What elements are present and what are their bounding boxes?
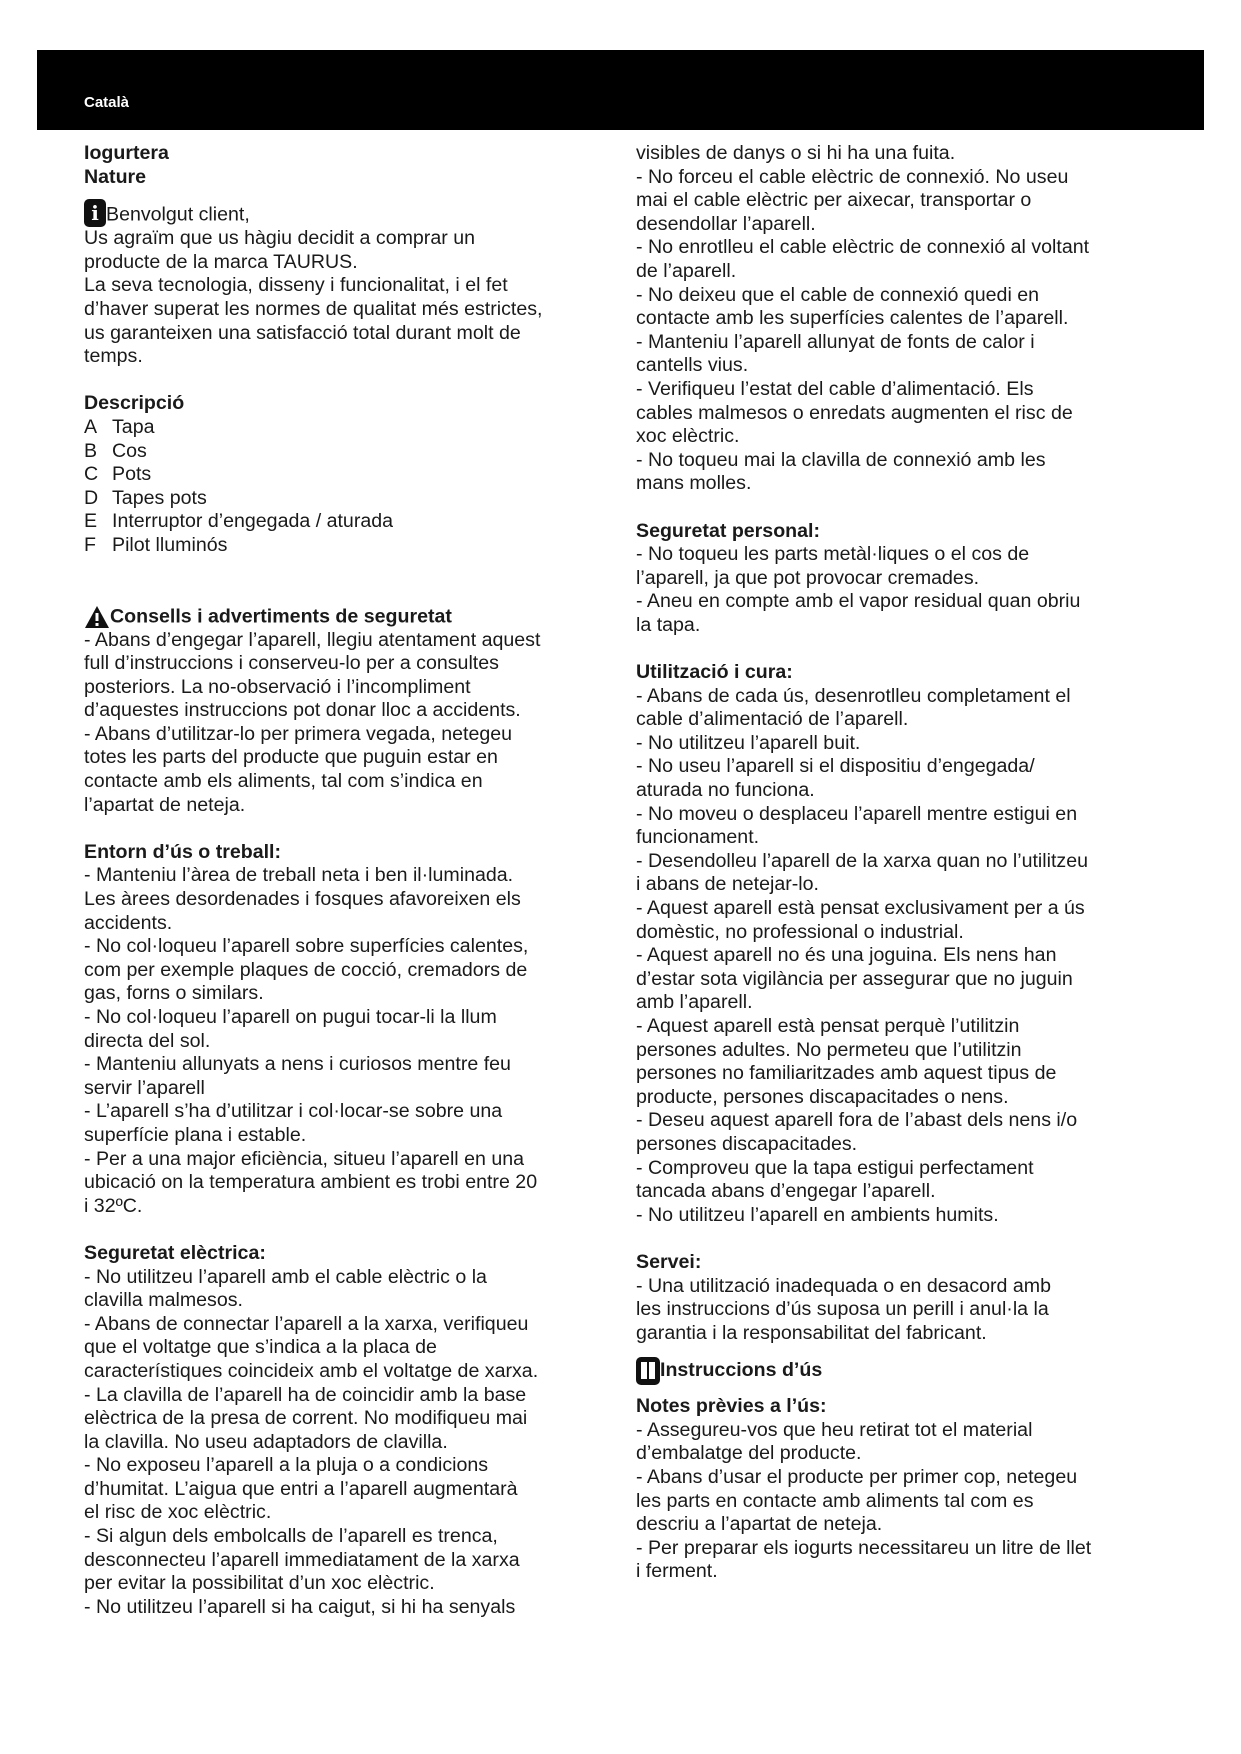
greeting-text: Benvolgut client, bbox=[106, 203, 250, 226]
text-line: ubicació on la temperatura ambient es trobi entre 20 bbox=[84, 1171, 538, 1194]
text-line: - No toqueu les parts metàl·liques o el cos de bbox=[636, 543, 1030, 566]
text-line: full d’instruccions i conserveu-lo per a consultes bbox=[84, 652, 499, 675]
text-line: - Aquest aparell està pensat exclusivament per a ús bbox=[636, 897, 1085, 919]
header-bar bbox=[37, 50, 1204, 130]
text-line: contacte amb els aliments, tal com s’indica en bbox=[84, 770, 483, 793]
text-line: característiques coincideix amb el voltatge de xarxa. bbox=[84, 1359, 539, 1382]
text-line: les instruccions d’ús suposa un perill i anul·la la bbox=[636, 1298, 1049, 1321]
text-line: persones no familiaritzades amb aquest tipus de bbox=[636, 1062, 1057, 1085]
safety-heading: Consells i advertiments de seguretat bbox=[110, 604, 452, 627]
text-line: - Aneu en compte amb el vapor residual quan obriu bbox=[636, 590, 1081, 613]
text-line: - L’aparell s’ha d’utilitzar i col·locar-se sobre una bbox=[84, 1100, 503, 1123]
text-line: - Deseu aquest aparell fora de l’abast dels nens i/o bbox=[636, 1109, 1078, 1132]
electrical-safety-continued bbox=[636, 142, 1161, 496]
description-item bbox=[84, 510, 604, 534]
text-line: us garanteixen una satisfacció total durant molt de bbox=[84, 321, 521, 344]
item-letter: E bbox=[84, 510, 98, 533]
text-line: - Manteniu l’aparell allunyat de fonts de calor i bbox=[636, 330, 1035, 353]
text-line: - Abans d’utilitzar-lo per primera vegada, netegeu bbox=[84, 722, 513, 745]
item-text: Interruptor d’engegada / aturada bbox=[112, 510, 394, 533]
book-icon bbox=[636, 1357, 660, 1385]
text-line: i abans de netejar-lo. bbox=[636, 873, 819, 896]
text-line: d’haver superat les normes de qualitat més estrictes, bbox=[84, 297, 543, 320]
text-line: - Abans de connectar l’aparell a la xarxa, verifiqueu bbox=[84, 1312, 529, 1335]
text-line: - No exposeu l’aparell a la pluja o a condicions bbox=[84, 1454, 489, 1477]
text-line: domèstic, no professional o industrial. bbox=[636, 920, 964, 943]
text-line: - No utilitzeu l’aparell amb el cable elèctric o la bbox=[84, 1265, 487, 1288]
text-line: d’estar sota vigilància per assegurar que no juguin bbox=[636, 967, 1073, 990]
item-text: Pots bbox=[112, 463, 152, 486]
text-line: - Assegureu-vos que heu retirat tot el material bbox=[636, 1418, 1033, 1441]
left-column bbox=[84, 142, 604, 1619]
language-label: Català bbox=[84, 94, 130, 111]
description-item bbox=[84, 487, 604, 511]
instructions-heading-line bbox=[636, 1355, 1161, 1385]
personal-safety-heading: Seguretat personal: bbox=[636, 519, 821, 542]
text-line: xoc elèctric. bbox=[636, 425, 740, 448]
environment-paragraph bbox=[84, 864, 604, 1218]
intro-paragraph bbox=[84, 227, 604, 369]
environment-heading: Entorn d’ús o treball: bbox=[84, 840, 282, 863]
text-line: mai el cable elèctric per aixecar, transportar o bbox=[636, 189, 1032, 212]
text-line: - Abans de cada ús, desenrotlleu completament el bbox=[636, 684, 1071, 707]
safety-heading-line bbox=[84, 605, 604, 629]
text-line: - No utilitzeu l’aparell si ha caigut, si hi ha senyals bbox=[84, 1595, 516, 1618]
text-line: - Per preparar els iogurts necessitareu un litre de llet bbox=[636, 1536, 1092, 1559]
text-line: - No useu l’aparell si el dispositiu d’engegada/ bbox=[636, 755, 1035, 778]
text-line: i 32ºC. bbox=[84, 1194, 143, 1217]
text-line: el risc de xoc elèctric. bbox=[84, 1501, 272, 1524]
info-icon: i bbox=[84, 199, 106, 227]
text-line: - Comproveu que la tapa estigui perfectament bbox=[636, 1156, 1034, 1179]
text-line: cable d’alimentació de l’aparell. bbox=[636, 708, 909, 731]
text-line: - No moveu o desplaceu l’aparell mentre estigui en bbox=[636, 802, 1078, 825]
instructions-heading: Instruccions d’ús bbox=[660, 1359, 823, 1382]
text-line: - Una utilització inadequada o en desacord amb bbox=[636, 1274, 1051, 1297]
text-line: funcionament. bbox=[636, 826, 760, 849]
greeting-line bbox=[84, 199, 604, 227]
text-line: per evitar la possibilitat d’un xoc elèctric. bbox=[84, 1572, 435, 1595]
text-line: aturada no funciona. bbox=[636, 779, 815, 802]
text-line: superfície plana i estable. bbox=[84, 1123, 307, 1146]
text-line: - Aquest aparell està pensat perquè l’utilitzin bbox=[636, 1014, 1020, 1037]
text-line: totes les parts del producte que puguin estar en bbox=[84, 746, 498, 769]
text-line: garantia i la responsabilitat del fabricant. bbox=[636, 1321, 987, 1344]
text-line: desconnecteu l’aparell immediatament de la xarxa bbox=[84, 1548, 520, 1571]
text-line: persones adultes. No permeteu que l’utilitzin bbox=[636, 1038, 1022, 1061]
text-line: - No utilitzeu l’aparell en ambients humits. bbox=[636, 1203, 999, 1226]
text-line: les parts en contacte amb aliments tal com es bbox=[636, 1489, 1034, 1512]
text-line: servir l’aparell bbox=[84, 1076, 205, 1099]
text-line: d’aquestes instruccions pot donar lloc a accidents. bbox=[84, 699, 521, 722]
use-care-paragraph bbox=[636, 685, 1161, 1228]
text-line: Us agraïm que us hàgiu decidit a comprar un bbox=[84, 227, 475, 250]
text-line: visibles de danys o si hi ha una fuita. bbox=[636, 142, 956, 164]
text-line: clavilla malmesos. bbox=[84, 1289, 243, 1312]
text-line: accidents. bbox=[84, 911, 173, 934]
text-line: - No utilitzeu l’aparell buit. bbox=[636, 731, 861, 754]
text-line: - No forceu el cable elèctric de connexió. No useu bbox=[636, 165, 1069, 188]
text-line: la tapa. bbox=[636, 613, 701, 636]
text-line: com per exemple plaques de cocció, cremadors de bbox=[84, 958, 528, 981]
description-item bbox=[84, 416, 604, 440]
text-line: La seva tecnologia, disseny i funcionalitat, i el fet bbox=[84, 274, 508, 297]
item-text: Pilot lluminós bbox=[112, 533, 228, 556]
text-line: - No toqueu mai la clavilla de connexió amb les bbox=[636, 448, 1046, 471]
text-line: amb l’aparell. bbox=[636, 991, 753, 1014]
text-line: d’humitat. L’aigua que entri a l’aparell augmentarà bbox=[84, 1477, 518, 1500]
text-line: producte, persones discapacitades o nens. bbox=[636, 1085, 1009, 1108]
product-subtitle: Nature bbox=[84, 165, 147, 188]
text-line: de l’aparell. bbox=[636, 259, 737, 282]
text-line: Les àrees desordenades i fosques afavoreixen els bbox=[84, 888, 521, 911]
text-line: producte de la marca TAURUS. bbox=[84, 250, 358, 273]
text-line: l’apartat de neteja. bbox=[84, 793, 246, 816]
description-list bbox=[84, 416, 604, 558]
text-line: - No deixeu que el cable de connexió quedi en bbox=[636, 283, 1040, 306]
product-title: Iogurtera bbox=[84, 142, 169, 164]
text-line: - Manteniu l’àrea de treball neta i ben il·luminada. bbox=[84, 864, 514, 887]
safety-paragraph bbox=[84, 629, 604, 818]
text-line: - No enrotlleu el cable elèctric de connexió al voltant bbox=[636, 236, 1090, 259]
text-line: l’aparell, ja que pot provocar cremades. bbox=[636, 566, 980, 589]
text-line: directa del sol. bbox=[84, 1029, 211, 1052]
text-line: posteriors. La no-observació i l’incompliment bbox=[84, 675, 471, 698]
text-line: mans molles. bbox=[636, 472, 752, 495]
personal-safety-paragraph bbox=[636, 543, 1161, 637]
text-line: contacte amb les superfícies calentes de l’aparell. bbox=[636, 307, 1069, 330]
text-line: gas, forns o similars. bbox=[84, 982, 264, 1005]
warning-icon bbox=[84, 605, 110, 629]
text-line: persones discapacitades. bbox=[636, 1132, 858, 1155]
text-line: - Verifiqueu l’estat del cable d’alimentació. Els bbox=[636, 377, 1034, 400]
item-letter: D bbox=[84, 486, 99, 509]
service-paragraph bbox=[636, 1275, 1161, 1346]
service-heading: Servei: bbox=[636, 1250, 702, 1273]
text-line: - Per a una major eficiència, situeu l’aparell en una bbox=[84, 1147, 525, 1170]
electrical-safety-paragraph bbox=[84, 1266, 604, 1620]
text-line: - Aquest aparell no és una joguina. Els nens han bbox=[636, 944, 1057, 967]
text-line: - La clavilla de l’aparell ha de coincidir amb la base bbox=[84, 1383, 527, 1406]
text-line: la clavilla. No useu adaptadors de clavilla. bbox=[84, 1430, 448, 1453]
text-line: - Si algun dels embolcalls de l’aparell es trenca, bbox=[84, 1525, 498, 1548]
text-line: tancada abans d’engegar l’aparell. bbox=[636, 1180, 936, 1203]
item-text: Cos bbox=[112, 439, 147, 462]
use-care-heading: Utilització i cura: bbox=[636, 661, 793, 684]
item-letter: A bbox=[84, 415, 98, 438]
text-line: d’embalatge del producte. bbox=[636, 1442, 862, 1465]
text-line: descriu a l’apartat de neteja. bbox=[636, 1513, 883, 1536]
text-line: - No col·loqueu l’aparell sobre superfícies calentes, bbox=[84, 935, 529, 958]
text-line: que el voltatge que s’indica a la placa de bbox=[84, 1336, 437, 1359]
text-line: - Manteniu allunyats a nens i curiosos mentre feu bbox=[84, 1053, 511, 1076]
right-column bbox=[636, 142, 1161, 1584]
item-text: Tapes pots bbox=[112, 486, 207, 509]
text-line: - Abans d’engegar l’aparell, llegiu atentament aquest bbox=[84, 628, 541, 651]
text-line: cantells vius. bbox=[636, 354, 749, 377]
item-text: Tapa bbox=[112, 415, 155, 438]
text-line: desendollar l’aparell. bbox=[636, 212, 816, 235]
notes-heading: Notes prèvies a l’ús: bbox=[636, 1395, 827, 1418]
description-heading: Descripció bbox=[84, 392, 185, 415]
item-letter: B bbox=[84, 439, 98, 462]
description-item bbox=[84, 440, 604, 464]
notes-paragraph bbox=[636, 1419, 1161, 1584]
item-letter: F bbox=[84, 533, 96, 556]
text-line: - Abans d’usar el producte per primer cop, netegeu bbox=[636, 1466, 1078, 1489]
text-line: i ferment. bbox=[636, 1560, 718, 1583]
text-line: - Desendolleu l’aparell de la xarxa quan no l’utilitzeu bbox=[636, 849, 1089, 872]
text-line: cables malmesos o enredats augmenten el risc de bbox=[636, 401, 1073, 424]
description-item bbox=[84, 534, 604, 558]
item-letter: C bbox=[84, 463, 99, 486]
text-line: - No col·loqueu l’aparell on pugui tocar-li la llum bbox=[84, 1006, 497, 1028]
electrical-safety-heading: Seguretat elèctrica: bbox=[84, 1241, 266, 1264]
text-line: elèctrica de la presa de corrent. No modifiqueu mai bbox=[84, 1407, 528, 1430]
description-item bbox=[84, 463, 604, 487]
text-line: temps. bbox=[84, 345, 143, 368]
